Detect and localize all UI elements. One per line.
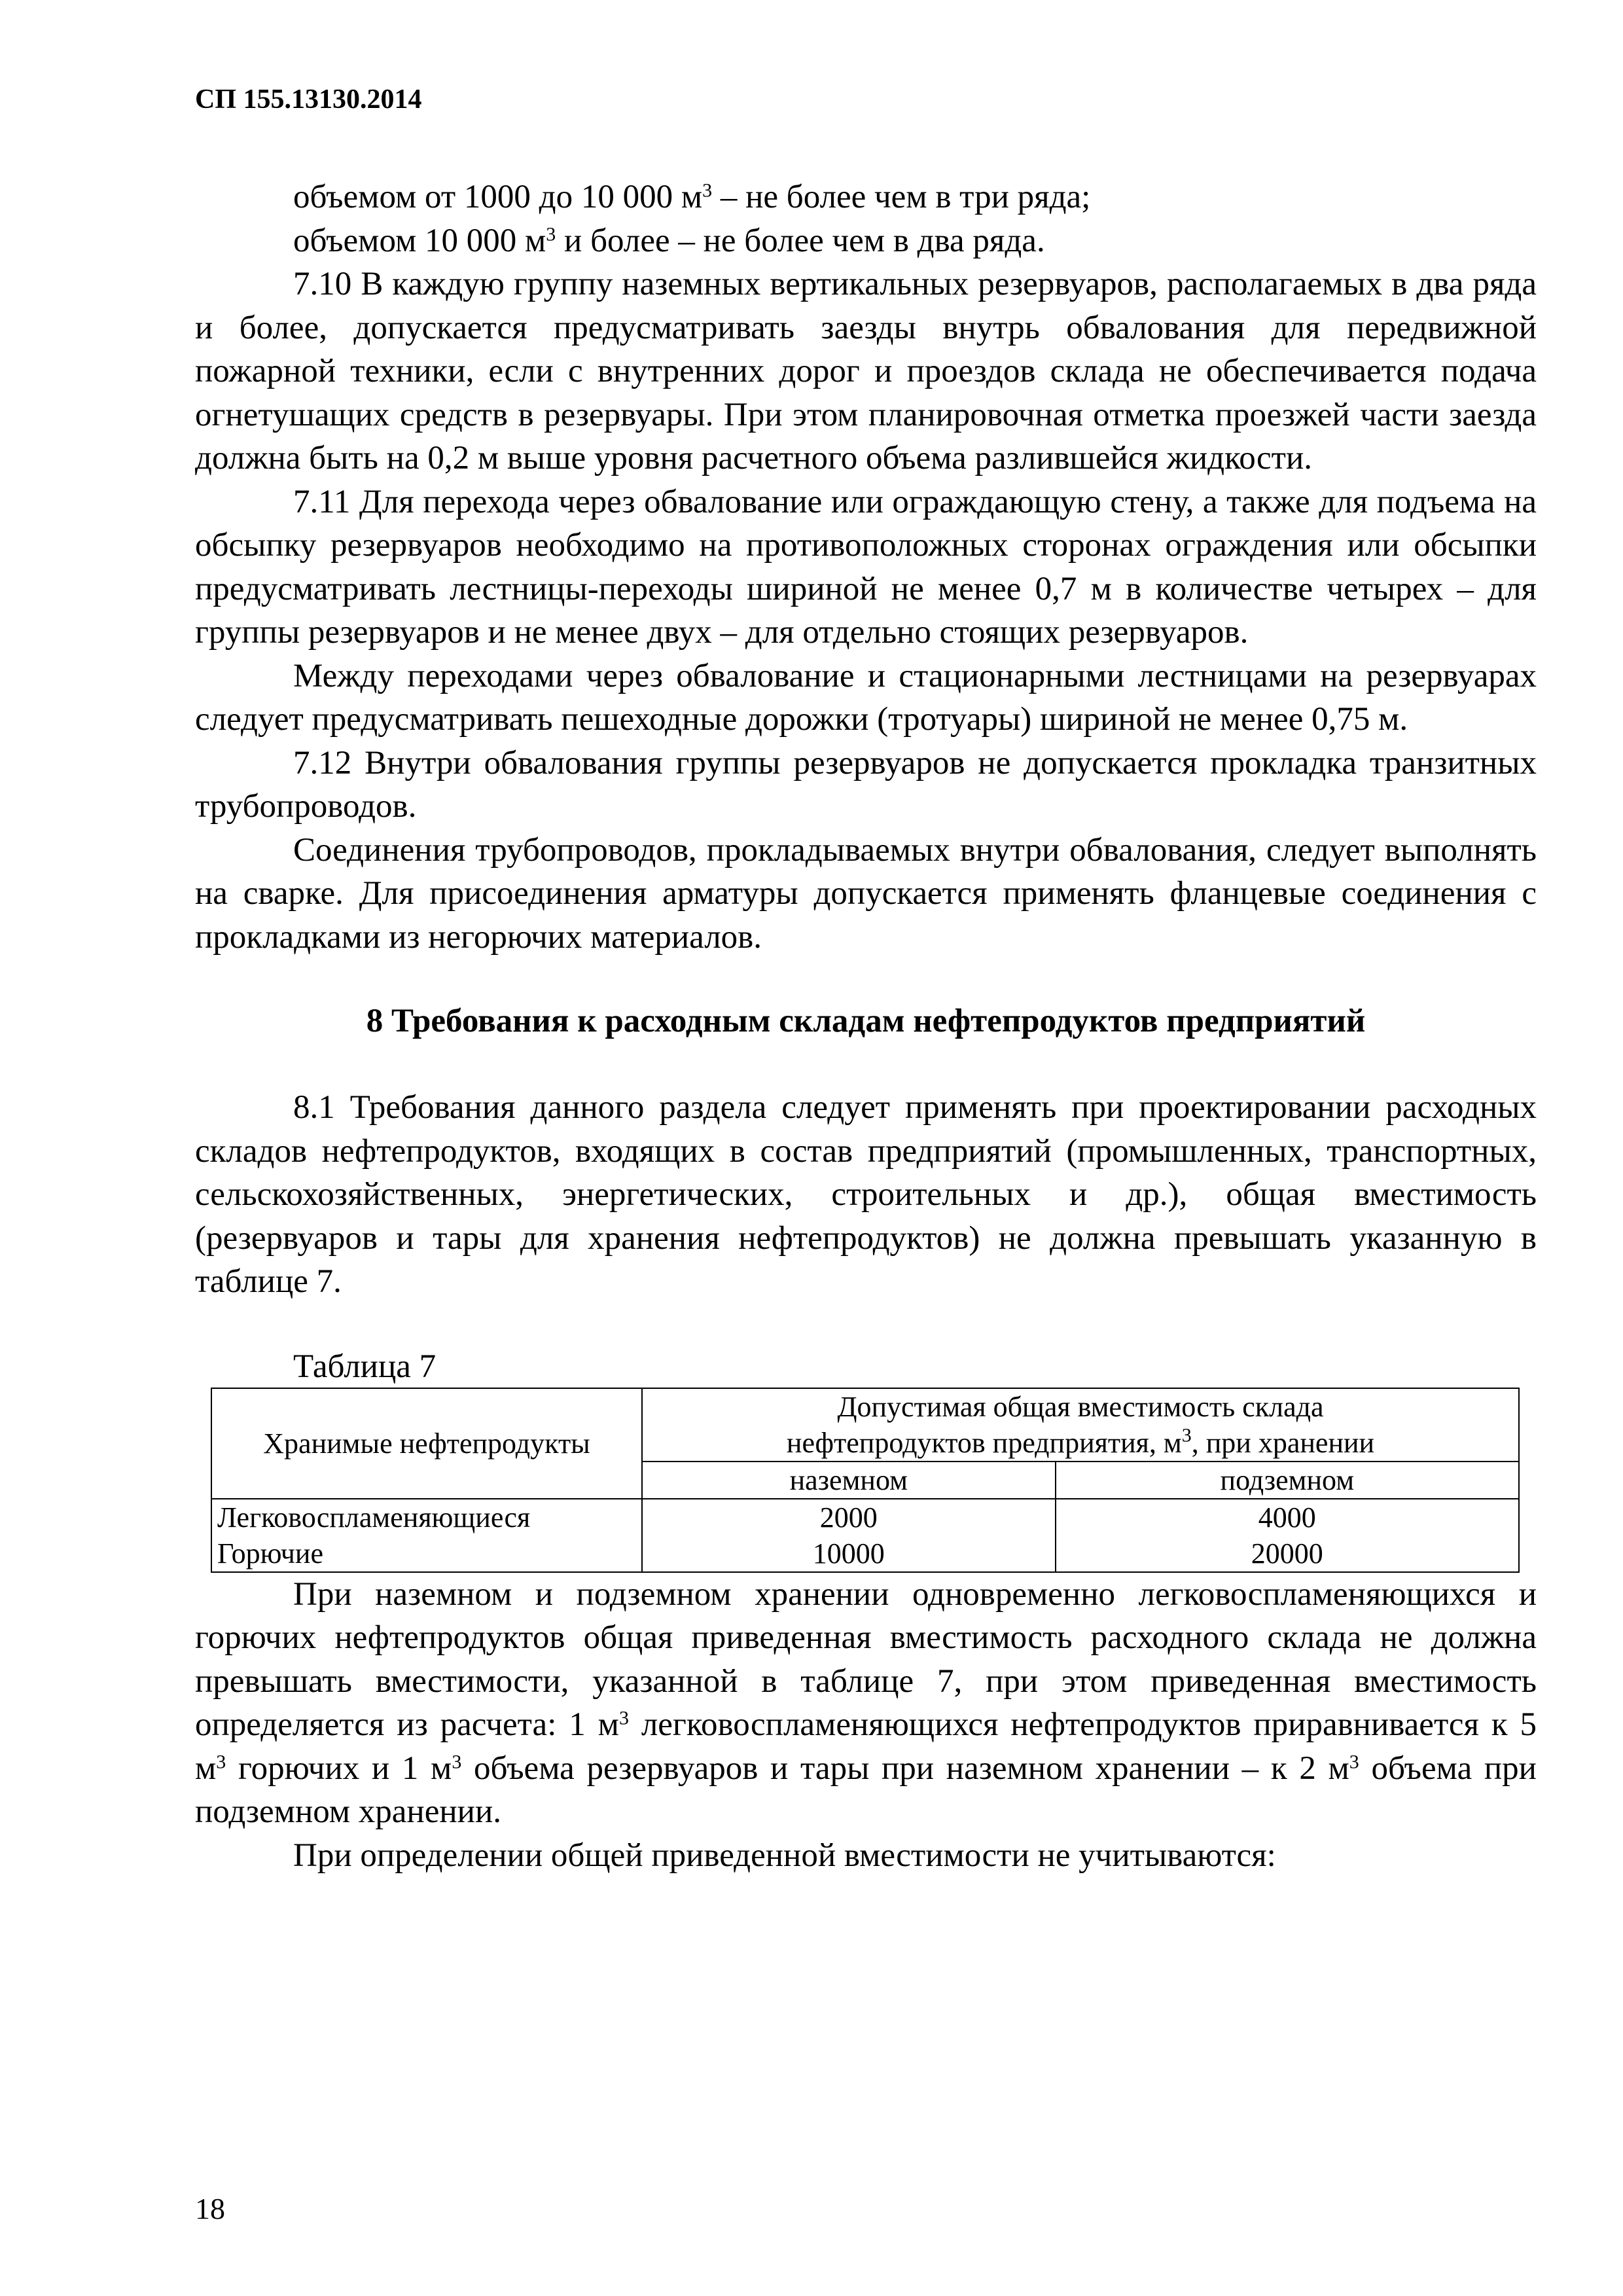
paragraph-7-12-joints: Соединения трубопроводов, прокладываемых внутри обвалования, следует выполнять на сварке. Для присоединения арматуры допускается применять фланцевые соединения с прокладками из негорючих материалов. — [195, 831, 1537, 956]
body-text — [195, 175, 1537, 1877]
table-header-capacity: Допустимая общая вместимость склада нефтепродуктов предприятия, $м^3$, при хранении — [642, 1388, 1519, 1462]
table-row — [211, 1499, 1519, 1535]
paragraph-8-1: 8.1 Требования данного раздела следует применять при проектировании расходных складов нефтепродуктов, входящих в состав предприятий (промышленных, транспортных, сельскохозяйственных, энергетических, строительных и др.), общая вместимость (резервуаров и тары для хранения нефтепродуктов) не должна превышать указанную в таблице 7. — [195, 1089, 1537, 1300]
table-cell-above: 2000 — [642, 1499, 1056, 1535]
paragraph-7-10: 7.10 В каждую группу наземных вертикальных резервуаров, располагаемых в два ряда и более, допускается предусматривать заезды внутрь обвалования для передвижной пожарной техники, если с внутренних дорог и проездов склада не обеспечивается подача огнетушащих средств в резервуары. При этом планировочная отметка проезжей части заезда должна быть на 0,2 м выше уровня расчетного объема разлившейся жидкости. — [195, 266, 1537, 476]
paragraph-7-11-walkways: Между переходами через обвалование и стационарными лестницами на резервуарах следует предусматривать пешеходные дорожки (тротуары) шириной не менее 0,75 м. — [195, 657, 1537, 738]
table-subheader-above-ground: наземном — [642, 1462, 1056, 1499]
table-subheader-underground: подземном — [1056, 1462, 1519, 1499]
table-header-products: Хранимые нефтепродукты — [211, 1388, 642, 1499]
table-cell-under: 4000 — [1056, 1499, 1519, 1535]
table-cell-above: 10000 — [642, 1535, 1056, 1572]
table-caption: Таблица 7 — [293, 1348, 437, 1385]
paragraph-7-12: 7.12 Внутри обвалования группы резервуаров не допускается прокладка транзитных трубопроводов. — [195, 744, 1537, 825]
table-7 — [211, 1388, 1520, 1573]
table-cell-product: Горючие — [211, 1535, 642, 1572]
paragraph-volume-1000: объемом от 1000 до 10 000 $м^3$ – не более чем в три ряда; — [293, 179, 1091, 215]
section-heading: 8 Требования к расходным складам нефтепродуктов предприятий — [366, 1003, 1366, 1039]
paragraph-reduced-capacity: При наземном и подземном хранении одновременно легковоспламеняющихся и горючих нефтепродуктов общая приведенная вместимость расходного склада не должна превышать вместимости, указанной в таблице 7, при этом приведенная вместимость определяется из расчета: 1 $м^3$ легковоспламеняющихся нефтепродуктов приравнивается к 5 $м^3$ горючих и 1 $м^3$ объема резервуаров и тары при наземном хранении – к 2 $м^3$ объема при подземном хранении. — [195, 1575, 1537, 1830]
page-number: 18 — [195, 2192, 225, 2225]
table-row — [211, 1535, 1519, 1572]
document-code-header: СП 155.13130.2014 — [195, 84, 422, 115]
table-cell-under: 20000 — [1056, 1535, 1519, 1572]
table-cell-product: Легковоспламеняющиеся — [211, 1499, 642, 1535]
paragraph-volume-10000: объемом 10 000 $м^3$ и более – не более чем в два ряда. — [293, 222, 1045, 259]
paragraph-not-counted: При определении общей приведенной вместимости не учитываются: — [293, 1837, 1276, 1874]
paragraph-7-11: 7.11 Для перехода через обвалование или ограждающую стену, а также для подъема на обсыпку резервуаров необходимо на противоположных сторонах ограждения или обсыпки предусматривать лестницы-переходы шириной не менее 0,7 м в количестве четырех – для группы резервуаров и не менее двух – для отдельно стоящих резервуаров. — [195, 483, 1537, 651]
